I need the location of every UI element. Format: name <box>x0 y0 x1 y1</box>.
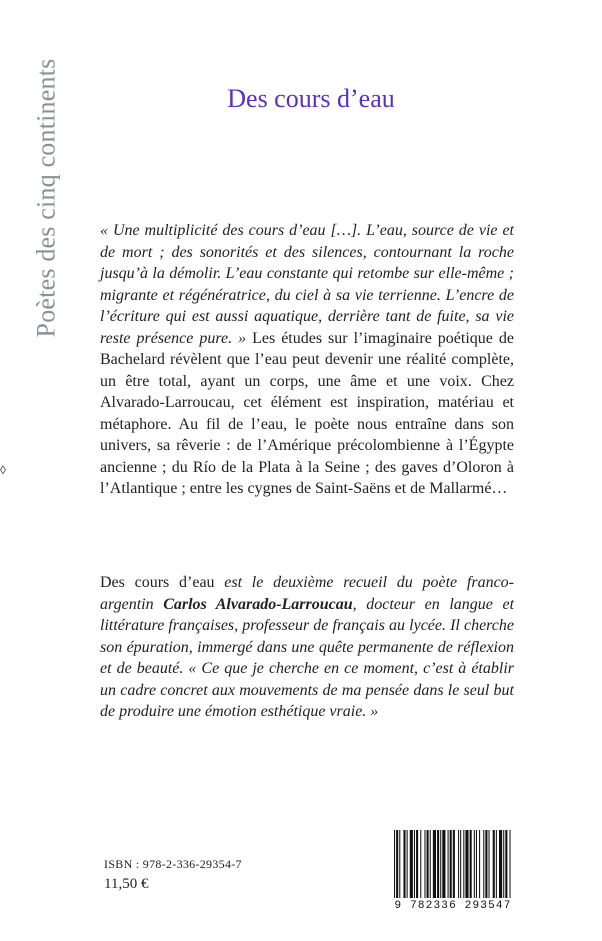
barcode-bar <box>427 830 429 898</box>
barcode-bar <box>394 830 395 898</box>
barcode-bar <box>414 830 415 898</box>
barcode-bar <box>474 830 475 898</box>
barcode-bar <box>510 830 511 898</box>
book-title-inline: Des cours d’eau <box>100 574 215 591</box>
barcode-bar <box>440 830 441 898</box>
author-bio-text: , docteur en langue et littérature françaises, professeur de français au lycée. Il cherche son épuration, immergé dans une quête permanente de réflexion et de beauté. « Ce que je cherche en ce moment, c’est à établir un cadre concret aux mouvements de ma pensée dans le seul but de produire une émotion esthétique vraie. » <box>100 595 515 720</box>
barcode-bar <box>448 830 449 898</box>
barcode-bar <box>430 830 431 898</box>
barcode-bar <box>416 830 418 898</box>
barcode-bar <box>479 830 480 898</box>
barcode-bar <box>437 830 439 898</box>
description-paragraph <box>100 220 514 500</box>
barcode-bar <box>453 830 455 898</box>
barcode-bar <box>463 830 464 898</box>
barcode-bar <box>458 830 459 898</box>
barcode-bar <box>403 830 405 898</box>
barcode-bar <box>470 830 472 898</box>
author-name: Carlos Alvarado-Larroucau <box>163 595 353 613</box>
barcode-bar <box>493 830 495 898</box>
barcode-bar <box>433 830 436 898</box>
barcode-bar <box>505 830 507 898</box>
barcode-bar <box>450 830 452 898</box>
barcode-bar <box>503 830 504 898</box>
barcode-bar <box>483 830 484 898</box>
barcode-bar <box>499 830 502 898</box>
price: 11,50 € <box>104 876 149 892</box>
barcode-bar <box>407 830 408 898</box>
barcode-bar <box>489 830 490 898</box>
barcode-number: 9 782336 293547 <box>394 900 512 912</box>
barcode-bar <box>485 830 487 898</box>
series-name-vertical <box>28 38 64 358</box>
crop-mark-icon: ◊ <box>0 463 6 477</box>
barcode-bar <box>420 830 421 898</box>
barcode-bar <box>396 830 398 898</box>
description-text: Les études sur l’imaginaire poétique de Bachelard révèlent que l’eau peut devenir une réalité complète, un être total, ayant un corps, une âme et une voix. Chez Alvarado-Larroucau, cet élément est inspiration, matériau et métaphore. Au fil de l’eau, le poète nous entraîne dans son univers, sa rêverie : de l’Amérique précolombienne à l’Égypte ancienne ; du Río de la Plata à la Seine ; des gaves d’Oloron à l’Atlantique ; entre les cygnes de Saint-Saëns et de Mallarmé… <box>100 329 514 497</box>
barcode-bar <box>410 830 413 898</box>
barcode-bar <box>442 830 445 898</box>
barcode-bar <box>399 830 400 898</box>
barcode-bar <box>424 830 425 898</box>
author-intro-text: est le deuxième recueil du poète franco-argentin <box>100 574 514 613</box>
opening-quote: « Une multiplicité des cours d’eau […]. L’eau, source de vie et de mort ; des sonorités et des silences, contournant la roche jusqu’à la démolir. L’eau constante qui retombe sur elle-même ; migrante et régénératrice, du ciel à sa vie terrienne. L’encre de l’écriture qui est aussi aquatique, derrière tant de fuite, sa vie reste présence pure. » <box>100 222 514 347</box>
series-name-text: Poètes des cinq continents <box>31 58 60 338</box>
barcode-bars <box>394 830 512 898</box>
book-title: Des cours d’eau <box>227 84 395 113</box>
barcode-bar <box>460 830 461 898</box>
barcode-bar <box>465 830 468 898</box>
barcode-bar <box>476 830 477 898</box>
barcode-bar <box>496 830 497 898</box>
author-paragraph <box>100 572 514 723</box>
isbn: ISBN : 978-2-336-29354-7 <box>104 857 242 871</box>
barcode <box>388 826 518 918</box>
